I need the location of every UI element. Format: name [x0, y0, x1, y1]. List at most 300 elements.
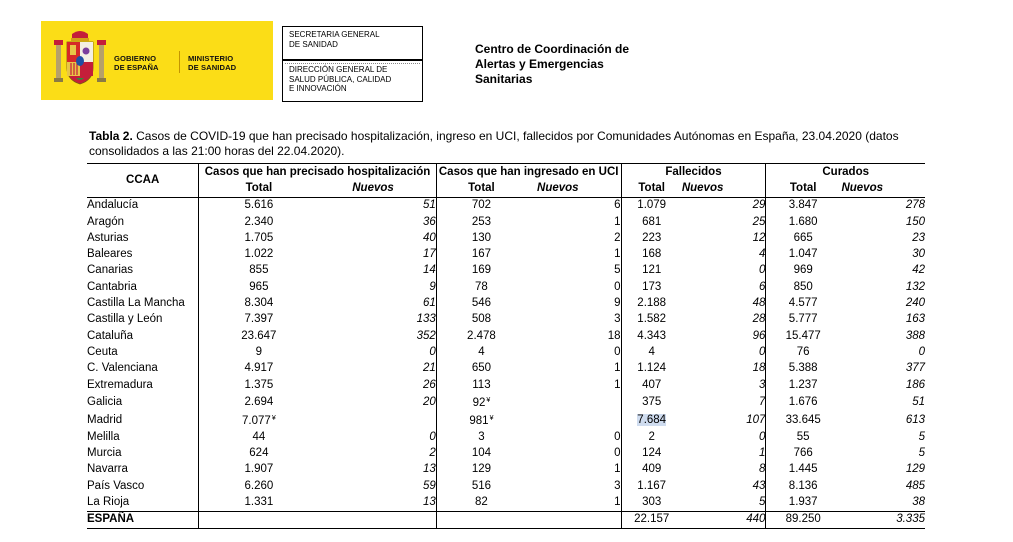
- gobierno-line1: GOBIERNO: [114, 54, 157, 63]
- ccaa-name-cell: Canarias: [87, 264, 134, 277]
- ministerio-line1: MINISTERIO: [188, 54, 234, 63]
- uci-n-cell: [526, 214, 621, 230]
- cell-value: 1.022: [244, 248, 274, 261]
- cur-n-cell: [840, 429, 925, 445]
- footnote-mark: ¥: [489, 415, 494, 423]
- cell-value: 76: [796, 345, 810, 358]
- cell-value: 173: [642, 280, 662, 293]
- uci-n-cell: [526, 328, 621, 344]
- cell-value: 2.340: [244, 215, 274, 228]
- fal-n-cell: [682, 230, 766, 246]
- cell-value: 3: [614, 313, 621, 326]
- cell-value: 1: [614, 362, 621, 375]
- cell-value: 546: [471, 297, 492, 310]
- cur-t-cell: [766, 494, 840, 511]
- cell-value: 9: [429, 280, 436, 293]
- group-header-hospitalizacion: Casos que han precisado hospitalización: [199, 164, 436, 181]
- cell-value: 0: [918, 345, 925, 358]
- cell-value: 163: [905, 313, 925, 326]
- cell-value: 113: [472, 378, 491, 391]
- fal-n-cell: [682, 494, 766, 511]
- uci-n-cell: [526, 429, 621, 445]
- uci-t-cell: [436, 445, 526, 461]
- total-empty-cell: [436, 511, 526, 528]
- hosp-t-cell: [199, 411, 319, 429]
- hosp-n-cell: [318, 393, 436, 411]
- ministerio-label: [188, 54, 236, 72]
- cell-value: 6.260: [244, 479, 274, 492]
- uci-t-cell: [436, 494, 526, 511]
- cell-value: 26: [422, 378, 436, 391]
- cell-value: 1: [614, 248, 621, 261]
- cell-value: 4: [478, 345, 485, 358]
- total-cur-t-cell: 89.250: [766, 511, 840, 528]
- fal-t-cell: [621, 429, 682, 445]
- cell-value: 1.937: [788, 495, 818, 508]
- fal-n-cell: [682, 246, 766, 262]
- uci-n-cell: [526, 263, 621, 279]
- cur-n-cell: [840, 197, 925, 214]
- cell-value: 36: [422, 215, 436, 228]
- cell-value: 1: [614, 215, 621, 228]
- fal-n-cell: [682, 429, 766, 445]
- fal-t-cell: [621, 279, 682, 295]
- cell-value: 59: [422, 479, 436, 492]
- cell-value: 17: [422, 248, 436, 261]
- ccaa-name-cell: Andalucía: [87, 199, 139, 212]
- uci-n-cell: [526, 393, 621, 411]
- hosp-n-cell: [318, 411, 436, 429]
- hosp-n-cell: [318, 263, 436, 279]
- hosp-n-cell: [318, 429, 436, 445]
- group-header-curados: Curados: [766, 164, 925, 181]
- ccaa-name-cell: Aragón: [87, 215, 125, 228]
- cell-value: 1: [758, 447, 766, 460]
- uci-n-cell: [526, 377, 621, 393]
- cell-value: 1.124: [637, 362, 667, 375]
- cell-value: 15.477: [785, 329, 821, 342]
- uci-n-cell: [526, 344, 621, 360]
- fal-t-cell: [621, 377, 682, 393]
- cell-value: 0: [429, 345, 436, 358]
- fal-t-cell: [621, 214, 682, 230]
- table-row: [87, 328, 925, 344]
- ccaa-name-cell: Castilla y León: [87, 313, 163, 326]
- table-row: [87, 197, 925, 214]
- hosp-n-cell: [318, 246, 436, 262]
- cell-value: 82: [475, 495, 488, 508]
- cell-value: 129: [905, 463, 925, 476]
- hosp-n-cell: [318, 312, 436, 328]
- cell-value: 9: [255, 345, 263, 358]
- cell-value: 407: [642, 378, 662, 391]
- cell-value: 124: [642, 447, 662, 460]
- cell-value: 702: [471, 199, 492, 212]
- ccaa-name-cell: Galicia: [87, 395, 123, 408]
- fal-n-cell: [682, 344, 766, 360]
- ministerio-line2: DE SANIDAD: [188, 63, 237, 72]
- cell-value: 8.136: [788, 479, 818, 492]
- cell-value: 1.047: [788, 248, 818, 261]
- cur-n-cell: [840, 494, 925, 511]
- uci-n-cell: [526, 462, 621, 478]
- caption-text: Casos de COVID-19 que han precisado hospitalización, ingreso en UCI, fallecidos por Comunidades Autónomas en España, 23.04.2020 (datos consolidados a las 21:00 horas del 22.04.2020).: [89, 129, 899, 158]
- ccaa-name-cell: Murcia: [87, 447, 122, 460]
- cell-value: 168: [642, 248, 662, 261]
- ccaa-header: CCAA: [87, 164, 199, 198]
- secretaria-line2: DE SANIDAD: [289, 39, 338, 49]
- cur-t-cell: [766, 361, 840, 377]
- cell-value: 1: [614, 495, 621, 508]
- cell-value: 1.680: [788, 215, 818, 228]
- cell-value: 1.676: [788, 395, 818, 408]
- cur-n-cell: [840, 279, 925, 295]
- cell-value: 4.577: [788, 297, 818, 310]
- uci-t-cell: [436, 344, 526, 360]
- cell-value: 352: [416, 329, 436, 342]
- direccion-box: [282, 60, 423, 102]
- ccaa-name-cell: Madrid: [87, 413, 123, 426]
- cell-value: 516: [471, 479, 492, 492]
- uci-t-cell: [436, 411, 526, 429]
- fal-t-cell: [621, 312, 682, 328]
- fal-n-cell: [682, 462, 766, 478]
- hosp-n-cell: [318, 197, 436, 214]
- banner-divider: [179, 51, 180, 73]
- cell-value: 186: [905, 378, 925, 391]
- cell-value: 5: [758, 495, 766, 508]
- hosp-t-cell: [199, 312, 319, 328]
- cell-value: 388: [905, 329, 925, 342]
- cell-value: 43: [752, 479, 766, 492]
- table-row: [87, 361, 925, 377]
- hosp-n-cell: [318, 377, 436, 393]
- cell-value: 0: [614, 430, 621, 443]
- cell-value: 7.077: [242, 415, 271, 428]
- uci-t-cell: [436, 393, 526, 411]
- cell-value: 1.705: [244, 231, 274, 244]
- uci-t-cell: [436, 377, 526, 393]
- uci-t-cell: [436, 279, 526, 295]
- cur-t-cell: [766, 411, 840, 429]
- uci-t-cell: [436, 230, 526, 246]
- cell-value: 167: [471, 248, 492, 261]
- cell-value: 377: [905, 362, 925, 375]
- cell-value: 2: [614, 231, 621, 244]
- table-row: [87, 263, 925, 279]
- ccaa-name-cell: Cantabria: [87, 280, 137, 293]
- cell-value: 107: [746, 413, 766, 426]
- cell-value: 5.616: [244, 199, 274, 212]
- direccion-line1: DIRECCIÓN GENERAL DE: [289, 65, 388, 74]
- fal-n-cell: [682, 197, 766, 214]
- cell-value: 624: [249, 447, 269, 460]
- sub-header-nuevos: Nuevos: [840, 180, 925, 197]
- ccaa-name-cell: Ceuta: [87, 345, 118, 358]
- fal-t-cell: [621, 445, 682, 461]
- total-fal-t-cell: 22.157: [621, 511, 682, 528]
- cell-value: 150: [905, 215, 925, 228]
- ccaa-name-cell: C. Valenciana: [87, 362, 158, 375]
- fal-t-cell: [621, 328, 682, 344]
- ccaa-name-cell: Melilla: [87, 430, 120, 443]
- cur-n-cell: [840, 445, 925, 461]
- hosp-t-cell: [199, 246, 319, 262]
- secretaria-line1: SECRETARIA GENERAL: [289, 30, 380, 39]
- cell-value: 965: [249, 280, 269, 293]
- hosp-n-cell: [318, 214, 436, 230]
- cell-value: 7: [758, 395, 766, 408]
- cell-value: 2: [429, 447, 436, 460]
- cell-value: 55: [796, 430, 810, 443]
- cur-t-cell: [766, 279, 840, 295]
- cell-value: 5: [918, 430, 925, 443]
- fal-n-cell: [682, 263, 766, 279]
- fal-t-cell: [621, 478, 682, 494]
- cell-value: 29: [752, 199, 766, 212]
- cell-value: 981: [469, 415, 489, 428]
- cell-value: 92: [472, 397, 486, 410]
- cur-t-cell: [766, 478, 840, 494]
- cell-value: 129: [471, 463, 492, 476]
- cell-value: 7.397: [244, 313, 274, 326]
- hosp-t-cell: [199, 462, 319, 478]
- cell-value: 681: [642, 215, 662, 228]
- hosp-n-cell: [318, 445, 436, 461]
- hosp-n-cell: [318, 328, 436, 344]
- cell-value: 4: [758, 248, 766, 261]
- cur-t-cell: [766, 377, 840, 393]
- cell-value: 30: [912, 248, 925, 261]
- cur-t-cell: [766, 462, 840, 478]
- hosp-t-cell: [199, 445, 319, 461]
- cur-n-cell: [840, 361, 925, 377]
- hosp-t-cell: [199, 377, 319, 393]
- fal-n-cell: [682, 411, 766, 429]
- cell-value: 1.375: [244, 378, 274, 391]
- ccaa-name-cell: Cataluña: [87, 329, 134, 342]
- cell-value: 1.445: [788, 463, 818, 476]
- cell-value: 121: [642, 264, 662, 277]
- ccaa-name-cell: Castilla La Mancha: [87, 297, 185, 310]
- cell-value: 613: [905, 413, 925, 426]
- cell-value: 3.847: [788, 199, 818, 212]
- cell-value: 2.478: [467, 329, 496, 342]
- uci-t-cell: [436, 295, 526, 311]
- fal-t-cell: [621, 295, 682, 311]
- centro-coordinacion-title: [475, 42, 629, 87]
- cur-n-cell: [840, 393, 925, 411]
- uci-n-cell: [526, 312, 621, 328]
- cell-value: 665: [793, 231, 813, 244]
- cell-value: 0: [614, 345, 621, 358]
- hosp-n-cell: [318, 478, 436, 494]
- cur-n-cell: [840, 478, 925, 494]
- cell-value: 303: [642, 495, 662, 508]
- cell-value: 5.777: [788, 313, 818, 326]
- uci-t-cell: [436, 214, 526, 230]
- cell-value: 9: [614, 297, 621, 310]
- cell-value: 1.331: [244, 495, 274, 508]
- table-row: [87, 246, 925, 262]
- sub-header-nuevos: Nuevos: [682, 180, 766, 197]
- cell-value: 7.684: [637, 413, 667, 426]
- cur-t-cell: [766, 429, 840, 445]
- gobierno-label: [114, 54, 159, 72]
- cell-value: 855: [249, 264, 269, 277]
- cell-value: 51: [912, 395, 925, 408]
- ccaa-name-cell: Baleares: [87, 248, 133, 261]
- cell-value: 133: [416, 313, 436, 326]
- direccion-line3: E INNOVACIÓN: [289, 84, 347, 93]
- cell-value: 2.188: [637, 297, 667, 310]
- fal-t-cell: [621, 263, 682, 279]
- cell-value: 78: [475, 280, 488, 293]
- table-caption: [89, 129, 969, 159]
- hosp-t-cell: [199, 295, 319, 311]
- centro-line2: Alertas y Emergencias: [475, 57, 604, 71]
- uci-n-cell: [526, 230, 621, 246]
- sub-header-nuevos: Nuevos: [318, 180, 436, 197]
- hosp-t-cell: [199, 328, 319, 344]
- uci-t-cell: [436, 361, 526, 377]
- cell-value: 18: [607, 329, 621, 342]
- cell-value: 3: [478, 430, 485, 443]
- centro-line3: Sanitarias: [475, 72, 533, 86]
- table-total-row: [87, 511, 925, 528]
- cell-value: 38: [912, 495, 925, 508]
- cell-value: 0: [429, 430, 436, 443]
- cell-value: 1.079: [637, 199, 667, 212]
- uci-n-cell: [526, 361, 621, 377]
- cell-value: 18: [752, 362, 766, 375]
- caption-label: Tabla 2.: [89, 129, 133, 143]
- ccaa-name-cell: País Vasco: [87, 479, 145, 492]
- cell-value: 650: [471, 362, 492, 375]
- cell-value: 1.582: [637, 313, 667, 326]
- table-row: [87, 214, 925, 230]
- sub-header-total: Total: [621, 180, 682, 197]
- cell-value: 850: [793, 280, 813, 293]
- table-sub-header-row: [87, 180, 925, 197]
- cell-value: 0: [758, 430, 766, 443]
- fal-n-cell: [682, 279, 766, 295]
- ccaa-name-cell: Navarra: [87, 463, 128, 476]
- uci-n-cell: [526, 411, 621, 429]
- table-row: [87, 393, 925, 411]
- fal-t-cell: [621, 393, 682, 411]
- cell-value: 0: [614, 280, 621, 293]
- cell-value: 766: [793, 447, 813, 460]
- fal-n-cell: [682, 393, 766, 411]
- cur-n-cell: [840, 230, 925, 246]
- cell-value: 1: [614, 463, 621, 476]
- cell-value: 485: [905, 479, 925, 492]
- total-empty-cell: [526, 511, 621, 528]
- cur-n-cell: [840, 214, 925, 230]
- cell-value: 2: [648, 430, 655, 443]
- cell-value: 130: [471, 231, 492, 244]
- cell-value: 13: [422, 495, 436, 508]
- cell-value: 51: [422, 199, 436, 212]
- cur-n-cell: [840, 377, 925, 393]
- cell-value: 48: [752, 297, 766, 310]
- cur-t-cell: [766, 214, 840, 230]
- uci-n-cell: [526, 279, 621, 295]
- cur-t-cell: [766, 344, 840, 360]
- fal-t-cell: [621, 197, 682, 214]
- table-row: [87, 445, 925, 461]
- cell-value: 42: [912, 264, 925, 277]
- cur-t-cell: [766, 263, 840, 279]
- fal-t-cell: [621, 411, 682, 429]
- cell-value: 1: [614, 378, 621, 391]
- total-name-cell: ESPAÑA: [87, 511, 199, 528]
- fal-n-cell: [682, 445, 766, 461]
- hosp-n-cell: [318, 494, 436, 511]
- cell-value: 969: [793, 264, 813, 277]
- cur-t-cell: [766, 445, 840, 461]
- uci-n-cell: [526, 494, 621, 511]
- ccaa-name-cell: La Rioja: [87, 495, 130, 508]
- table-row: [87, 377, 925, 393]
- cur-t-cell: [766, 312, 840, 328]
- uci-t-cell: [436, 263, 526, 279]
- cell-value: 223: [642, 231, 662, 244]
- hosp-t-cell: [199, 197, 319, 214]
- total-empty-cell: [199, 511, 319, 528]
- cell-value: 44: [252, 430, 266, 443]
- table-row: [87, 478, 925, 494]
- cell-value: 132: [905, 280, 925, 293]
- cell-value: 0: [758, 264, 766, 277]
- cur-t-cell: [766, 197, 840, 214]
- cell-value: 25: [752, 215, 766, 228]
- gobierno-line2: DE ESPAÑA: [114, 63, 159, 72]
- cell-value: 21: [422, 362, 436, 375]
- uci-t-cell: [436, 197, 526, 214]
- uci-n-cell: [526, 197, 621, 214]
- centro-line1: Centro de Coordinación de: [475, 42, 630, 56]
- uci-n-cell: [526, 295, 621, 311]
- cell-value: 1.167: [637, 479, 667, 492]
- fal-n-cell: [682, 295, 766, 311]
- footnote-mark: ¥: [486, 397, 491, 405]
- fal-t-cell: [621, 494, 682, 511]
- cur-n-cell: [840, 295, 925, 311]
- hosp-n-cell: [318, 279, 436, 295]
- group-header-fallecidos: Fallecidos: [621, 164, 766, 181]
- sub-header-total: Total: [436, 180, 526, 197]
- cur-n-cell: [840, 328, 925, 344]
- footnote-mark: ¥: [271, 415, 276, 423]
- cell-value: 61: [422, 297, 436, 310]
- sub-header-nuevos: Nuevos: [526, 180, 621, 197]
- cur-t-cell: [766, 393, 840, 411]
- cell-value: 2.694: [244, 395, 274, 408]
- hosp-n-cell: [318, 230, 436, 246]
- cur-n-cell: [840, 246, 925, 262]
- fal-t-cell: [621, 344, 682, 360]
- cell-value: 0: [758, 345, 766, 358]
- cell-value: 14: [422, 264, 436, 277]
- cur-n-cell: [840, 344, 925, 360]
- ccaa-name-cell: Extremadura: [87, 378, 153, 391]
- uci-t-cell: [436, 246, 526, 262]
- table-row: [87, 230, 925, 246]
- cell-value: 6: [758, 280, 766, 293]
- uci-t-cell: [436, 328, 526, 344]
